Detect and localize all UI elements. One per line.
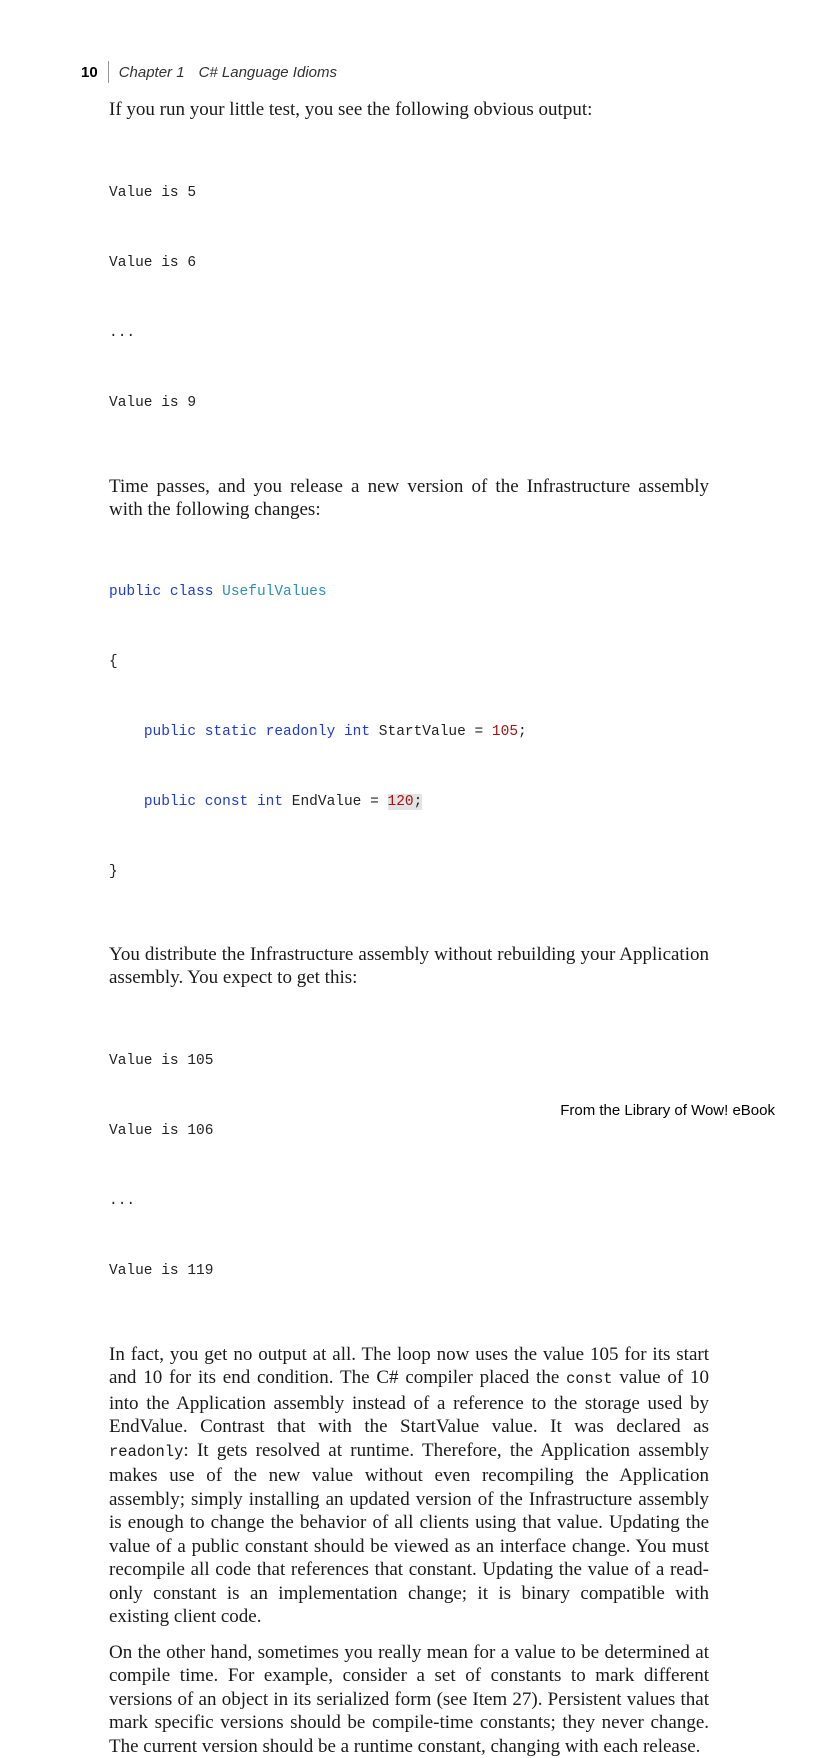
header-divider: [108, 61, 109, 83]
output-line: Value is 6: [109, 254, 197, 271]
footer-watermark: From the Library of Wow! eBook: [560, 1102, 775, 1119]
running-header: [81, 60, 337, 84]
code-line-open-brace: [109, 651, 709, 674]
output-block-2: [109, 1004, 709, 1330]
output-block-1: [109, 136, 709, 462]
code-line-close-brace: [109, 861, 709, 884]
chapter-label: Chapter 1: [118, 63, 185, 81]
keyword: int: [343, 724, 371, 741]
distribute-paragraph: You distribute the Infrastructure assembly without rebuilding your Application assembly. You expect to get this:: [109, 943, 709, 989]
brace: }: [109, 863, 118, 880]
brace: {: [109, 654, 118, 671]
keyword: int: [256, 793, 284, 810]
keyword: public: [143, 724, 197, 741]
semicolon: ;: [413, 793, 423, 810]
code-line-end-value: [109, 791, 709, 814]
chapter-title: C# Language Idioms: [198, 63, 337, 81]
page-body: [109, 98, 709, 1758]
code-line-start-value: [109, 721, 709, 744]
intro-paragraph: If you run your little test, you see the following obvious output:: [109, 99, 593, 120]
number-literal: 120: [387, 793, 414, 810]
text-run: In fact, you get no output at all. The loop now uses the value 105 for its start and 10 for its end condition. The C# compiler placed the: [109, 1343, 709, 1389]
inline-code-readonly: readonly: [109, 1442, 184, 1461]
code-listing: [109, 535, 709, 931]
output-line: Value is 5: [109, 185, 197, 202]
changes-paragraph: Time passes, and you release a new version of the Infrastructure assembly with the following changes:: [109, 475, 709, 521]
number-literal: 105: [491, 724, 519, 741]
code-line-class-decl: [109, 581, 709, 604]
output-line: Value is 119: [109, 1262, 214, 1279]
page-number: 10: [81, 63, 98, 81]
output-ellipsis: ...: [109, 324, 136, 341]
explanation-paragraph: [109, 1343, 709, 1629]
semicolon: ;: [518, 724, 527, 741]
operator: =: [474, 724, 484, 741]
operator: =: [370, 793, 379, 810]
highlighted-value: [388, 794, 423, 810]
keyword: public: [143, 793, 197, 810]
output-ellipsis: ...: [109, 1193, 136, 1210]
output-line: Value is 106: [109, 1123, 214, 1140]
closing-paragraph: On the other hand, sometimes you really mean for a value to be determined at compile time. For example, consider a set of constants to mark different versions of an object in its serialized form (see Item 27). Persistent values that mark specific versions should be compile-time constants; they never change. The current version should be a runtime constant, changing with each release.: [109, 1641, 709, 1757]
text-run: value of 10 into the Application assembly instead of a reference to the storage used by EndValue. Contrast that with the StartValue value. It was declared as: [109, 1367, 709, 1438]
keyword: readonly: [265, 724, 336, 741]
keyword: const: [204, 793, 249, 810]
identifier: EndValue: [291, 793, 362, 810]
output-line: Value is 9: [109, 394, 197, 411]
keyword: public: [109, 584, 162, 601]
keyword: static: [204, 724, 257, 741]
inline-code-const: const: [566, 1370, 613, 1389]
output-line: Value is 105: [109, 1053, 214, 1070]
identifier: StartValue: [378, 724, 466, 741]
text-run: : It gets resolved at runtime. Therefore, the Application assembly makes use of the new value without even recompiling the Application assembly; simply installing an updated version of the Infrastructure assembly is enough to change the behavior of all clients using that value. Updating the value of a public constant should be viewed as an interface change. You must recompile all code that references that constant. Updating the value of a read-only constant is an implementation change; it is binary compatible with existing client code.: [109, 1439, 709, 1628]
class-name: UsefulValues: [222, 584, 327, 601]
keyword: class: [169, 584, 214, 601]
